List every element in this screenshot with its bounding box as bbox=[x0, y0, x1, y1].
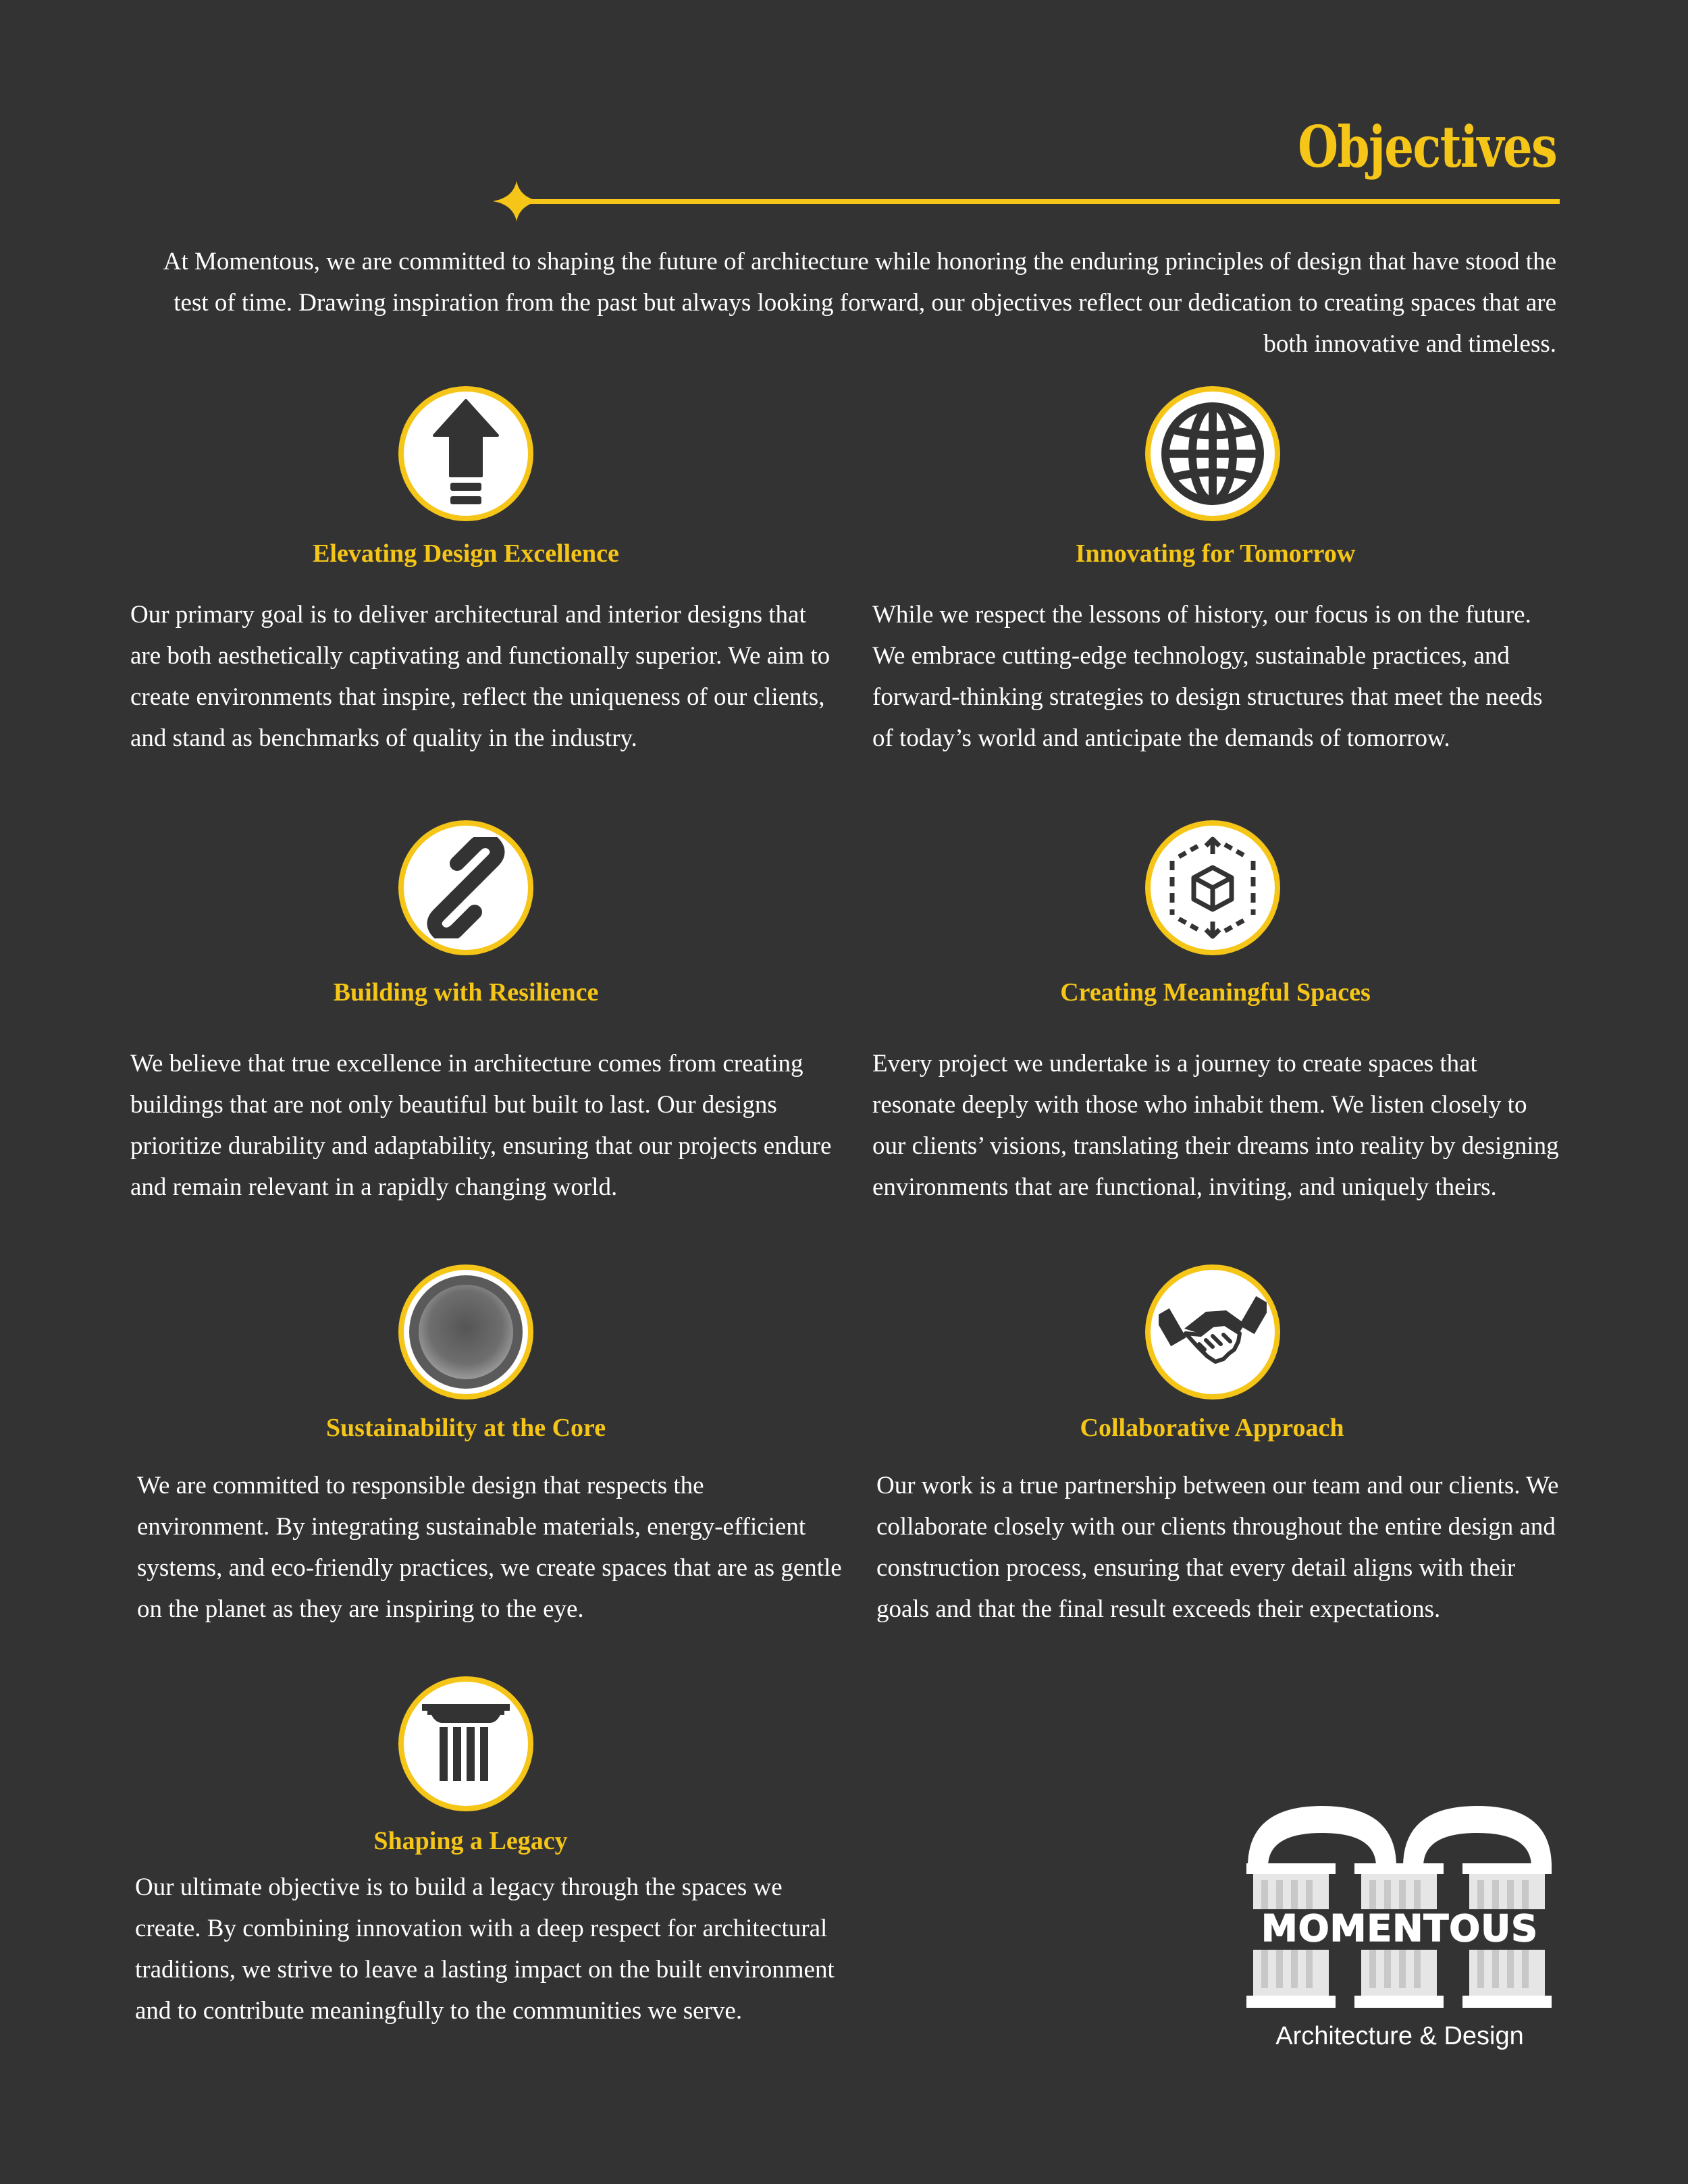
objective-heading: Innovating for Tomorrow bbox=[1075, 539, 1356, 568]
intro-paragraph: At Momentous, we are committed to shaping the future of architecture while honoring the enduring principles of design that have stood the test of time. Drawing inspiration from the past but always looking forward, our objectives reflect our dedication to creating spaces that are both innovative and timeless. bbox=[163, 248, 1556, 358]
logo-wordmark: MOMENTOUS bbox=[1261, 1907, 1538, 1950]
globe-icon bbox=[1145, 386, 1280, 521]
objective-heading: Creating Meaningful Spaces bbox=[1060, 978, 1371, 1007]
objective-heading: Shaping a Legacy bbox=[373, 1827, 568, 1855]
up-arrow-icon bbox=[398, 386, 533, 521]
objective-body: Every project we undertake is a journey to create spaces that resonate deeply with those who inhabit them. We listen closely to our clients’ visions, translating their dreams into reality by designing environments that are functional, inviting, and uniquely theirs. bbox=[872, 1050, 1559, 1201]
objective-body: Our ultimate objective is to build a legacy through the spaces we create. By combining innovation with a deep respect for architectural traditions, we strive to leave a lasting impact on the built environment and to contribute meaningfully to the communities we serve. bbox=[135, 1873, 835, 2025]
objective-body: We are committed to responsible design that respects the environment. By integrating sustainable materials, energy-efficient systems, and eco-friendly practices, we create spaces that are as gentle on the planet as they are inspiring to the eye. bbox=[137, 1472, 842, 1623]
cube-icon bbox=[1145, 820, 1280, 955]
sphere-icon bbox=[398, 1264, 533, 1400]
objective-body: Our primary goal is to deliver architectural and interior designs that are both aesthetically captivating and functionally superior. We aim to create environments that inspire, reflect the uniqueness of our clients, and stand as benchmarks of quality in the industry. bbox=[130, 601, 830, 752]
column-icon bbox=[398, 1676, 533, 1811]
objective-body: While we respect the lessons of history, our focus is on the future. We embrace cutting-edge technology, sustainable practices, and forward-thinking strategies to design structures that meet the needs of today’s world and anticipate the demands of tomorrow. bbox=[872, 601, 1543, 752]
objective-heading: Elevating Design Excellence bbox=[313, 539, 619, 568]
chain-link-icon bbox=[398, 820, 533, 955]
objective-heading: Collaborative Approach bbox=[1080, 1414, 1344, 1442]
handshake-icon bbox=[1145, 1264, 1280, 1400]
objective-heading: Building with Resilience bbox=[333, 978, 599, 1007]
logo-tagline: Architecture & Design bbox=[1275, 2022, 1524, 2050]
objective-body: Our work is a true partnership between our team and our clients. We collaborate closely with our clients throughout the entire design and construction process, ensuring that every detail aligns with their goals and that the final result exceeds their expectations. bbox=[876, 1472, 1559, 1623]
objective-body: We believe that true excellence in architecture comes from creating buildings that are not only beautiful but built to last. Our designs prioritize durability and adaptability, ensuring that our projects endure and remain relevant in a rapidly changing world. bbox=[130, 1050, 832, 1201]
page-title: Objectives bbox=[1297, 113, 1556, 180]
sparkle-divider bbox=[493, 181, 1560, 221]
momentous-logo bbox=[1241, 1803, 1558, 2019]
objective-heading: Sustainability at the Core bbox=[325, 1414, 606, 1442]
